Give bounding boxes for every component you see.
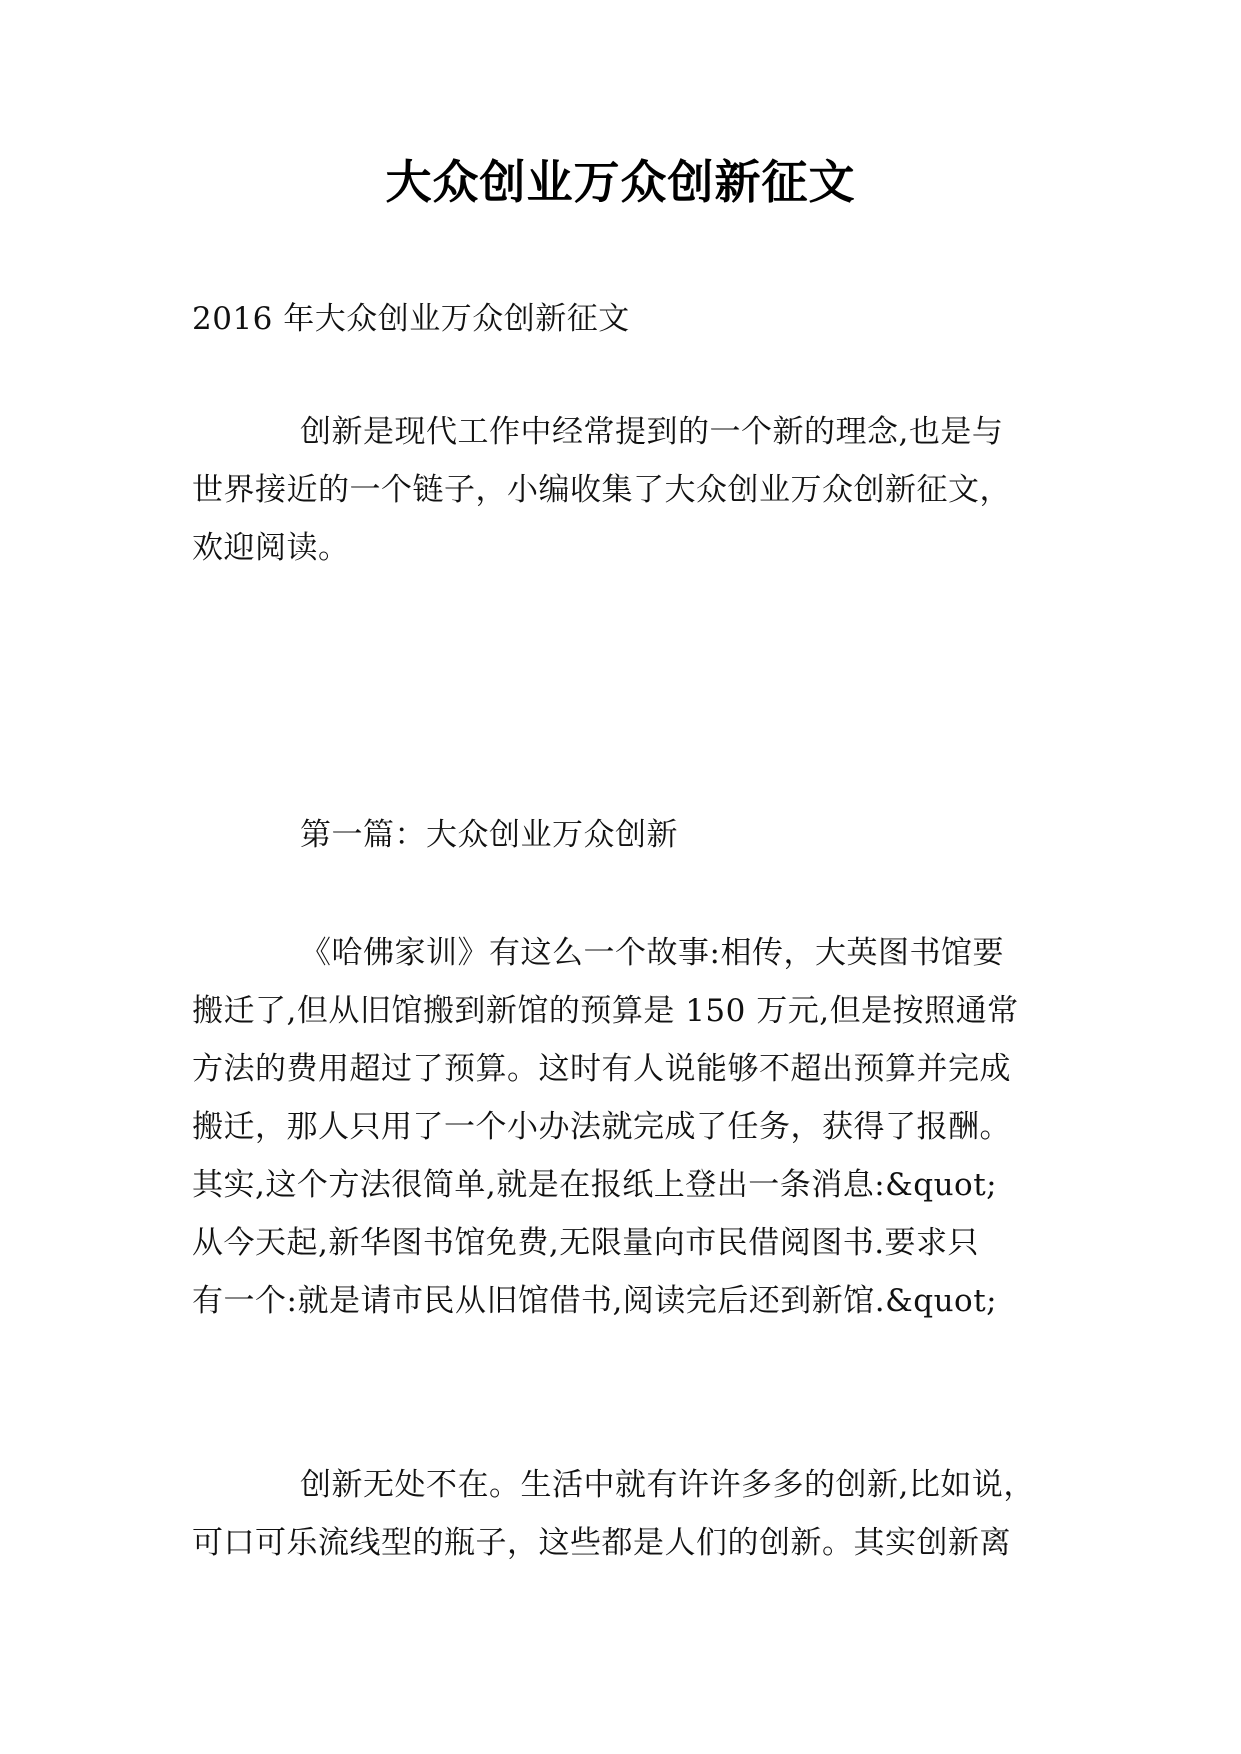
paragraph-line: 创新无处不在。生活中就有许许多多的创新,比如说， <box>300 1467 1035 1503</box>
closing-paragraph <box>192 1456 1062 1572</box>
paragraph-line: 世界接近的一个链子，小编收集了大众创业万众创新征文， <box>192 472 1011 508</box>
subtitle-line: 2016 年大众创业万众创新征文 <box>192 301 630 337</box>
paragraph-line: 创新是现代工作中经常提到的一个新的理念,也是与 <box>300 414 1004 450</box>
paragraph-line: 有一个:就是请市民从旧馆借书,阅读完后还到新馆.&quot; <box>192 1283 998 1319</box>
paragraph-line: 其实,这个方法很简单,就是在报纸上登出一条消息:&quot; <box>192 1167 998 1203</box>
paragraph-line: 可口可乐流线型的瓶子，这些都是人们的创新。其实创新离 <box>192 1525 1011 1561</box>
paragraph-line: 搬迁了,但从旧馆搬到新馆的预算是 150 万元,但是按照通常 <box>192 993 1019 1029</box>
section-heading <box>192 806 1170 864</box>
intro-paragraph <box>192 403 1062 577</box>
paragraph-line: 欢迎阅读。 <box>192 530 350 566</box>
document-title: 大众创业万众创新征文 <box>385 155 856 209</box>
paragraph-line: 从今天起,新华图书馆免费,无限量向市民借阅图书.要求只 <box>192 1225 980 1261</box>
paragraph-line: 搬迁，那人只用了一个小办法就完成了任务，获得了报酬。 <box>192 1109 1011 1145</box>
story-paragraph <box>192 924 1062 1330</box>
section-heading-text: 第一篇：大众创业万众创新 <box>300 817 678 853</box>
paragraph-line: 方法的费用超过了预算。这时有人说能够不超出预算并完成 <box>192 1051 1011 1087</box>
document-subtitle <box>192 290 1062 348</box>
paragraph-line: 《哈佛家训》有这么一个故事:相传，大英图书馆要 <box>300 935 1004 971</box>
